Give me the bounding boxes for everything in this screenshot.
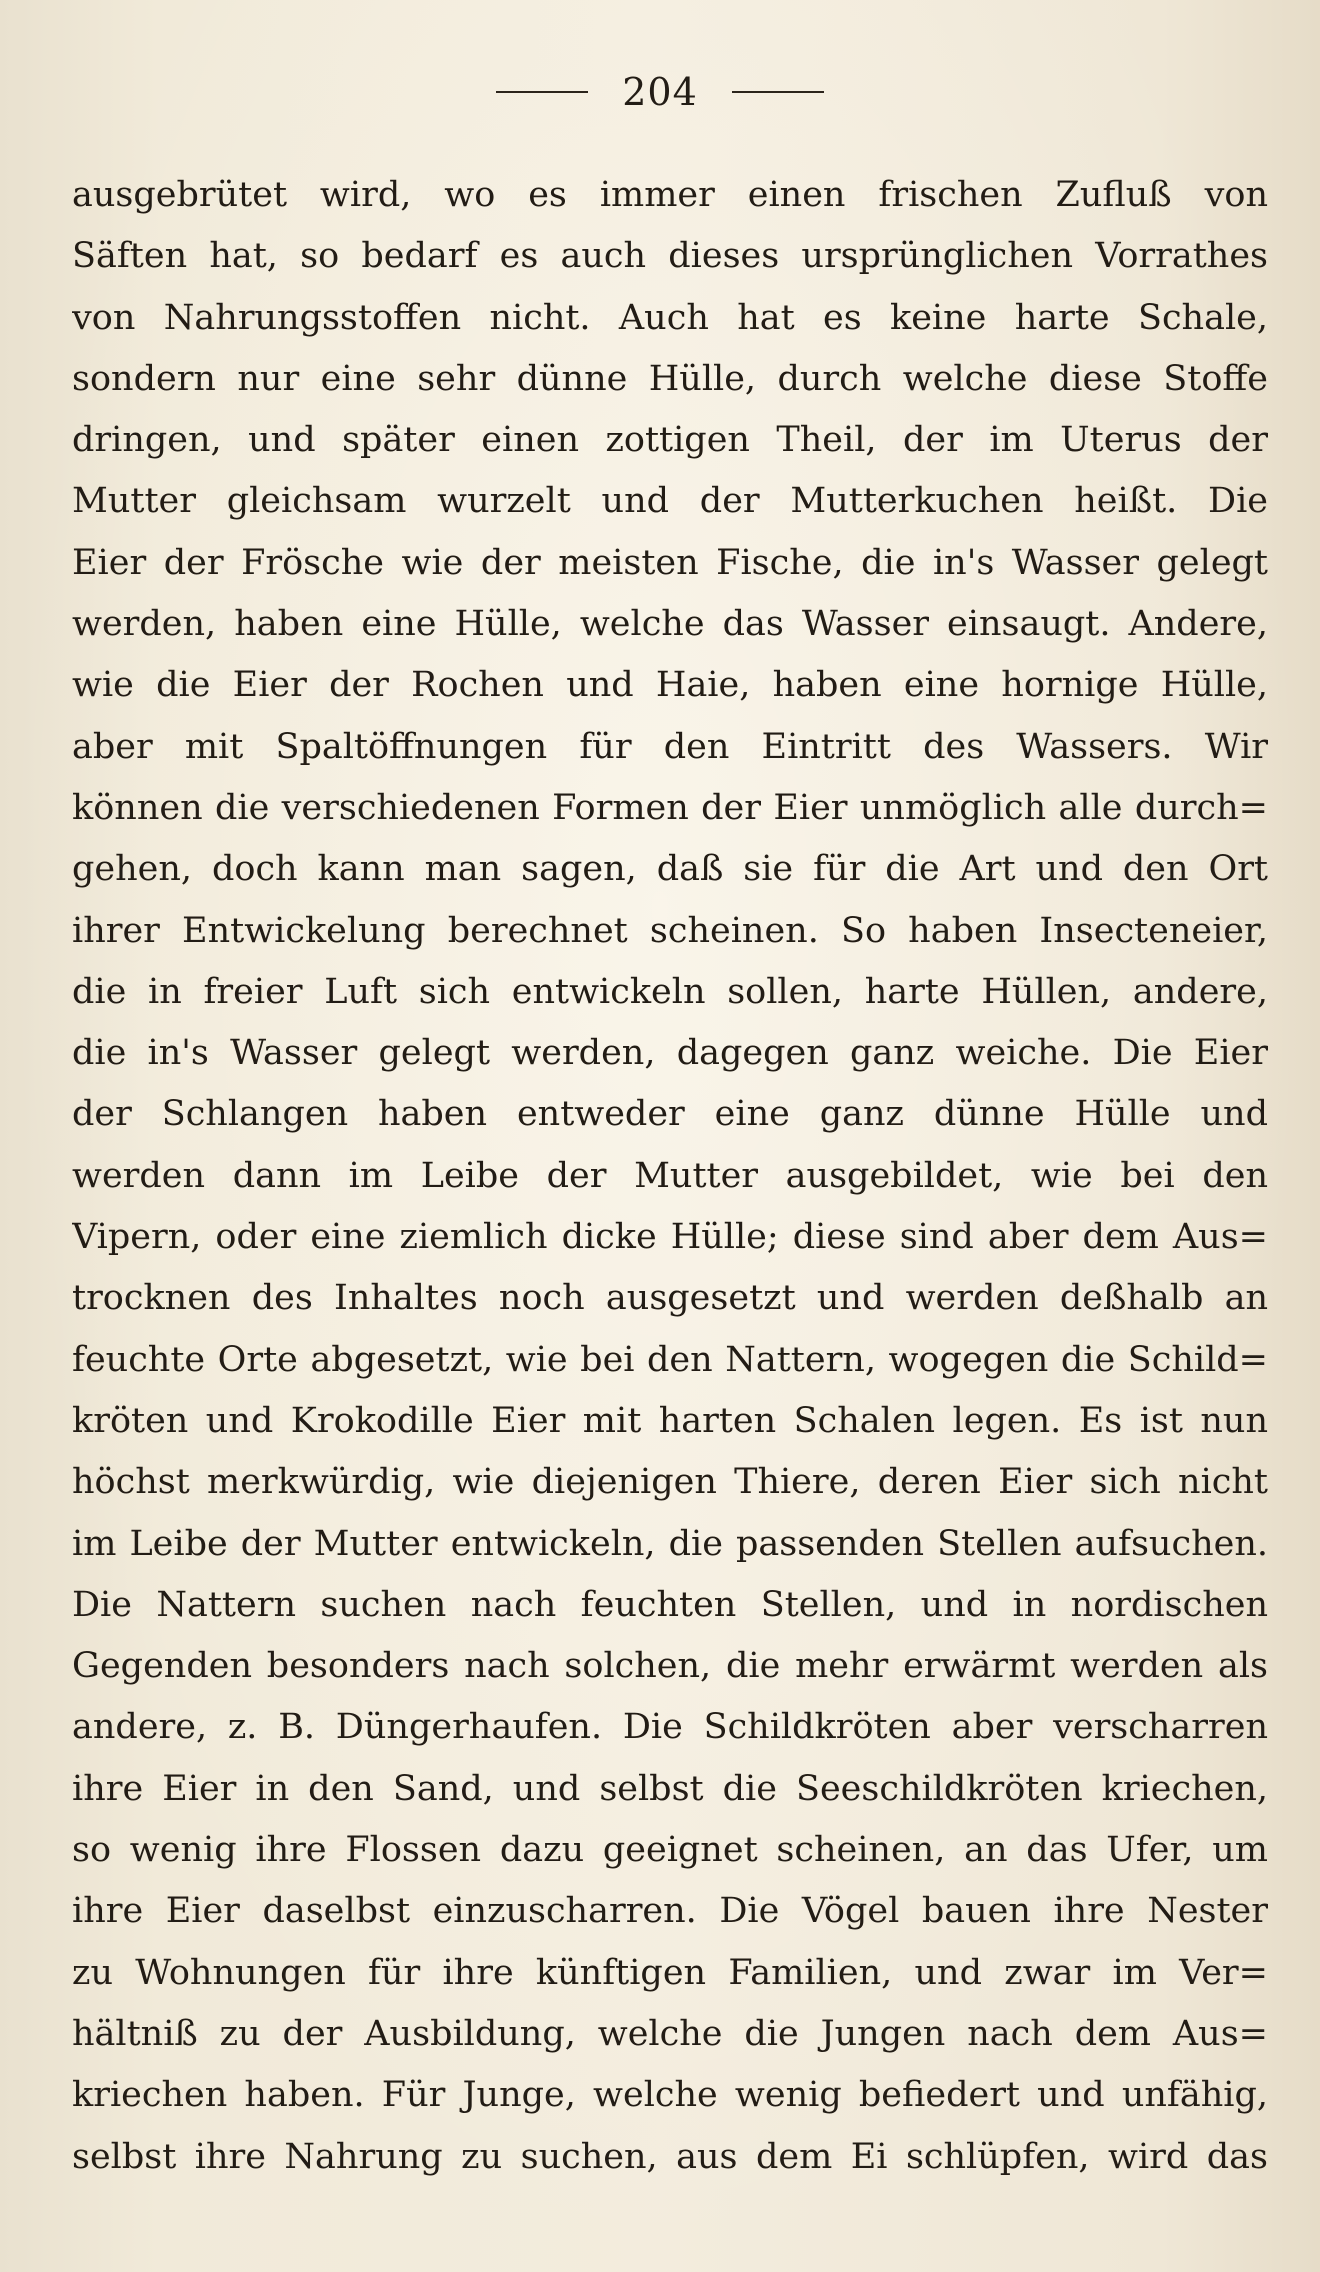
text-line: hältniß zu der Ausbildung, welche die Jungen nach dem Aus= bbox=[72, 2013, 1268, 2054]
text-line: so wenig ihre Flossen dazu geeignet scheinen, an das Ufer, um bbox=[72, 1830, 1268, 1871]
text-line: von Nahrungsstoffen nicht. Auch hat es keine harte Schale, bbox=[72, 297, 1268, 338]
header-rule-left bbox=[496, 91, 588, 93]
text-line: im Leibe der Mutter entwickeln, die passenden Stellen aufsuchen. bbox=[72, 1523, 1268, 1564]
text-line: können die verschiedenen Formen der Eier unmöglich alle durch= bbox=[72, 787, 1268, 828]
text-line: kriechen haben. Für Junge, welche wenig befiedert und unfähig, bbox=[72, 2075, 1268, 2116]
text-line: ihre Eier in den Sand, und selbst die Seeschildkröten kriechen, bbox=[72, 1768, 1268, 1809]
text-line: andere, z. B. Düngerhaufen. Die Schildkröten aber verscharren bbox=[72, 1707, 1268, 1748]
text-line: ihrer Entwickelung berechnet scheinen. So haben Insecteneier, bbox=[72, 910, 1268, 951]
text-line: Mutter gleichsam wurzelt und der Mutterkuchen heißt. Die bbox=[72, 481, 1268, 522]
text-line: wie die Eier der Rochen und Haie, haben eine hornige Hülle, bbox=[72, 665, 1268, 706]
text-line: feuchte Orte abgesetzt, wie bei den Nattern, wogegen die Schild= bbox=[72, 1339, 1268, 1380]
header-rule-right bbox=[732, 91, 824, 93]
text-line: ausgebrütet wird, wo es immer einen frischen Zufluß von bbox=[72, 175, 1268, 215]
text-line: kröten und Krokodille Eier mit harten Schalen legen. Es ist nun bbox=[72, 1400, 1268, 1441]
body-text bbox=[72, 165, 1268, 2188]
page-header bbox=[0, 62, 1320, 122]
text-line: trocknen des Inhaltes noch ausgesetzt und werden deßhalb an bbox=[72, 1278, 1268, 1319]
text-line: werden, haben eine Hülle, welche das Wasser einsaugt. Andere, bbox=[72, 604, 1268, 645]
text-line: zu Wohnungen für ihre künftigen Familien, und zwar im Ver= bbox=[72, 1952, 1268, 1993]
text-line: Eier der Frösche wie der meisten Fische, die in's Wasser gelegt bbox=[72, 542, 1268, 583]
text-line: werden dann im Leibe der Mutter ausgebildet, wie bei den bbox=[72, 1155, 1268, 1196]
text-line: höchst merkwürdig, wie diejenigen Thiere, deren Eier sich nicht bbox=[72, 1462, 1268, 1503]
text-line: Säften hat, so bedarf es auch dieses ursprünglichen Vorrathes bbox=[72, 236, 1268, 277]
text-line: sondern nur eine sehr dünne Hülle, durch welche diese Stoffe bbox=[72, 358, 1268, 399]
text-line: selbst ihre Nahrung zu suchen, aus dem Ei schlüpfen, wird das bbox=[72, 2136, 1268, 2177]
text-line: die in's Wasser gelegt werden, dagegen ganz weiche. Die Eier bbox=[72, 1033, 1268, 1074]
text-line: ihre Eier daselbst einzuscharren. Die Vögel bauen ihre Nester bbox=[72, 1891, 1268, 1932]
text-line: Die Nattern suchen nach feuchten Stellen, und in nordischen bbox=[72, 1584, 1268, 1625]
text-line: aber mit Spaltöffnungen für den Eintritt des Wassers. Wir bbox=[72, 726, 1268, 767]
text-line: der Schlangen haben entweder eine ganz dünne Hülle und bbox=[72, 1094, 1268, 1135]
text-line: Gegenden besonders nach solchen, die mehr erwärmt werden als bbox=[72, 1646, 1268, 1687]
page-number: 204 bbox=[622, 70, 698, 114]
text-line: die in freier Luft sich entwickeln sollen, harte Hüllen, andere, bbox=[72, 971, 1268, 1012]
text-line: Vipern, oder eine ziemlich dicke Hülle; diese sind aber dem Aus= bbox=[72, 1217, 1268, 1258]
text-line: gehen, doch kann man sagen, daß sie für die Art und den Ort bbox=[72, 849, 1268, 890]
text-line: dringen, und später einen zottigen Theil, der im Uterus der bbox=[72, 420, 1268, 461]
